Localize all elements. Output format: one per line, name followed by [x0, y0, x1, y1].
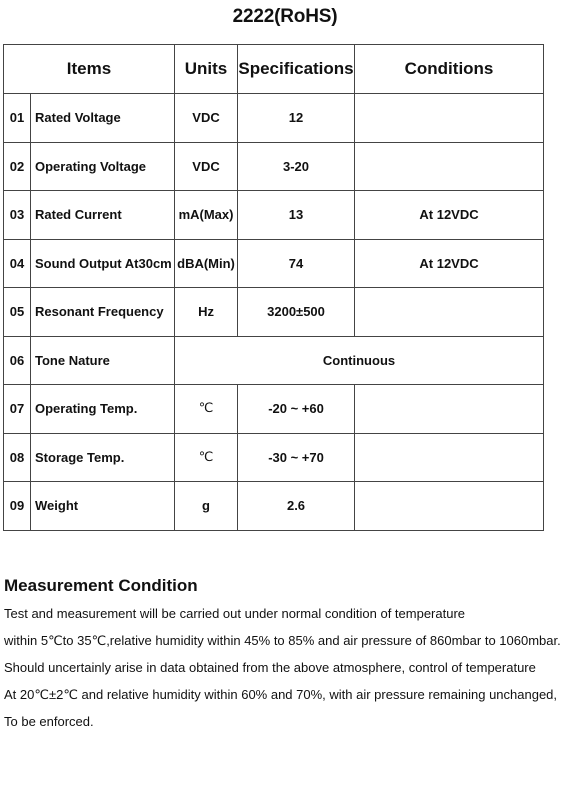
row-number: 03 — [4, 191, 31, 240]
measurement-line-1: Test and measurement will be carried out under normal condition of temperature — [4, 606, 466, 621]
spec-table — [3, 44, 544, 531]
row-spec: 3200±500 — [238, 288, 355, 337]
row-spec: 2.6 — [238, 482, 355, 531]
row-number: 06 — [4, 336, 31, 385]
row-number: 01 — [4, 94, 31, 143]
row-unit: Hz — [175, 288, 238, 337]
row-number: 09 — [4, 482, 31, 531]
row-condition — [355, 482, 544, 531]
table-row — [4, 142, 544, 191]
row-number: 02 — [4, 142, 31, 191]
measurement-line-3: Should uncertainly arise in data obtained from the above atmosphere, control of temperature — [4, 660, 536, 675]
row-condition — [355, 288, 544, 337]
measurement-line-4: At 20℃±2℃ and relative humidity within 60% and 70%, with air pressure remaining unchanged, — [4, 687, 558, 702]
table-row — [4, 336, 544, 385]
row-unit: ℃ — [175, 433, 238, 482]
row-item: Sound Output At30cm — [31, 239, 175, 288]
measurement-line-5: To be enforced. — [4, 714, 94, 729]
row-condition: At 12VDC — [355, 239, 544, 288]
header-units: Units — [175, 45, 238, 94]
row-unit: ℃ — [175, 385, 238, 434]
row-spec: 13 — [238, 191, 355, 240]
document-title: 2222(RoHS) — [232, 6, 338, 27]
row-condition — [355, 433, 544, 482]
table-row — [4, 433, 544, 482]
row-item: Operating Voltage — [31, 142, 175, 191]
row-number: 08 — [4, 433, 31, 482]
row-spec: 3-20 — [238, 142, 355, 191]
row-item: Tone Nature — [31, 336, 175, 385]
row-spec: -30 ~ +70 — [238, 433, 355, 482]
row-condition: At 12VDC — [355, 191, 544, 240]
row-unit: VDC — [175, 142, 238, 191]
row-unit: mA(Max) — [175, 191, 238, 240]
row-number: 07 — [4, 385, 31, 434]
row-spec: 74 — [238, 239, 355, 288]
row-item: Weight — [31, 482, 175, 531]
row-item: Rated Current — [31, 191, 175, 240]
table-row — [4, 288, 544, 337]
row-spec: 12 — [238, 94, 355, 143]
table-row — [4, 482, 544, 531]
row-condition — [355, 142, 544, 191]
row-unit: VDC — [175, 94, 238, 143]
row-item: Resonant Frequency — [31, 288, 175, 337]
measurement-condition-heading: Measurement Condition — [4, 576, 198, 595]
row-condition — [355, 94, 544, 143]
table-row — [4, 94, 544, 143]
table-row — [4, 385, 544, 434]
row-item: Storage Temp. — [31, 433, 175, 482]
header-items: Items — [4, 45, 175, 94]
measurement-line-2: within 5℃to 35℃,relative humidity within 45% to 85% and air pressure of 860mbar to 1060mbar. — [4, 633, 561, 648]
header-specifications: Specifications — [238, 45, 355, 94]
row-unit: g — [175, 482, 238, 531]
row-unit: dBA(Min) — [175, 239, 238, 288]
row-item: Rated Voltage — [31, 94, 175, 143]
row-number: 05 — [4, 288, 31, 337]
row-spec: -20 ~ +60 — [238, 385, 355, 434]
table-row — [4, 191, 544, 240]
row-merged-value: Continuous — [175, 336, 544, 385]
row-condition — [355, 385, 544, 434]
row-item: Operating Temp. — [31, 385, 175, 434]
row-number: 04 — [4, 239, 31, 288]
table-header-row — [4, 45, 544, 94]
table-row — [4, 239, 544, 288]
header-conditions: Conditions — [355, 45, 544, 94]
